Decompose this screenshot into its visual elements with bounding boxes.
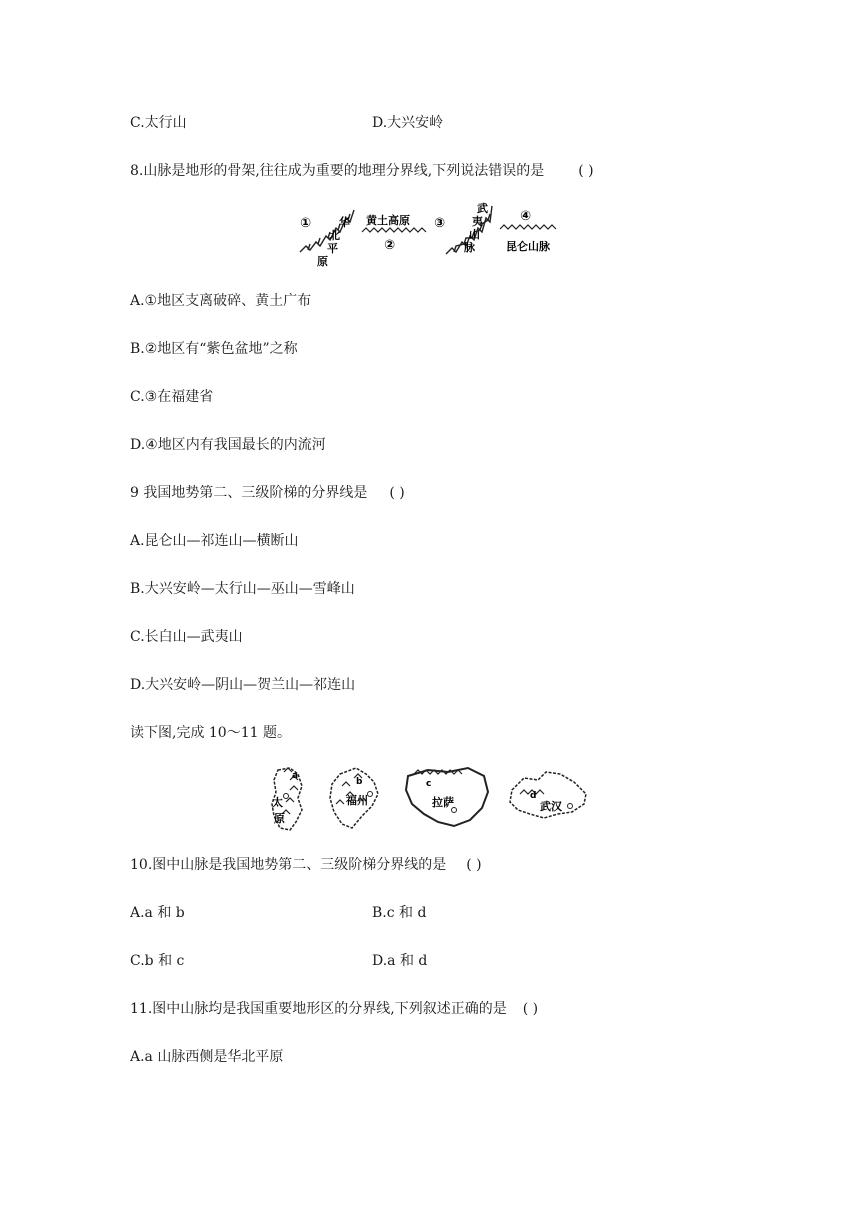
mountain-range-2-icon [362,228,426,232]
map1-city-1: 太 [272,796,283,809]
map3-letter-c: c [426,779,432,789]
q9-option-a: A.昆仑山—祁连山—横断山 [130,533,299,549]
q8-figure [296,198,568,274]
label-wuyi-1: 武 [477,202,488,215]
q8-stem-text: 8.山脉是地形的骨架,往往成为重要的地理分界线,下列说法错误的是 [130,163,545,179]
map4-letter-d: d [530,791,537,801]
q9-option-c: C.长白山—武夷山 [130,629,243,645]
q10-option-c: C.b 和 c [130,953,185,969]
map4-city: 武汉 [540,800,562,813]
label-circle-4: ④ [520,209,532,224]
map2-city: 福州 [346,794,368,807]
label-wuyi-3: 山 [469,228,480,241]
q10-option-a: A.a 和 b [130,905,185,921]
label-huabei-2: 北 [329,229,340,242]
q10-stem [130,856,482,874]
q8-option-a: A.①地区支离破碎、黄土广布 [130,293,312,309]
q10-stem-text: 10.图中山脉是我国地势第二、三级阶梯分界线的是 [130,857,447,873]
map3-city: 拉萨 [432,796,454,809]
q8-option-c: C.③在福建省 [130,389,214,405]
label-huabei-1: 华 [339,216,350,229]
label-huabei-3: 平 [327,242,338,255]
label-wuyi-4: 脉 [464,241,475,254]
q11-option-a: A.a 山脉西侧是华北平原 [130,1049,284,1065]
label-huangtu-gaoyuan: 黄土高原 [366,214,410,227]
label-circle-3: ③ [434,216,446,231]
q9-option-d: D.大兴安岭—阴山—贺兰山—祁连山 [130,677,356,693]
q11-stem-text: 11.图中山脉均是我国重要地形区的分界线,下列叙述正确的是 [130,1001,507,1017]
map1-letter-a: a [292,771,299,781]
q10-option-b: B.c 和 d [372,905,427,921]
province-maps [268,764,592,838]
q8-answer-bracket: ( ) [578,163,594,179]
q9-stem [130,484,405,502]
label-kunlun-shanmai: 昆仑山脉 [506,240,550,253]
q11-stem [130,1000,538,1018]
q9-stem-text: 9 我国地势第二、三级阶梯的分界线是 [130,485,368,501]
q11-answer-bracket: ( ) [522,1001,539,1017]
label-huabei-4: 原 [317,255,328,268]
q9-answer-bracket: ( ) [389,485,405,501]
label-wuyi-2: 夷 [472,215,483,228]
q7-option-c: C.太行山 [130,115,187,131]
map4-city-marker-icon [568,804,573,809]
q9-option-b: B.大兴安岭—太行山—巫山—雪峰山 [130,581,355,597]
province-maps-figure [268,764,592,834]
q8-option-b: B.②地区有“紫色盆地”之称 [130,341,298,357]
q8-stem [130,162,594,180]
q10-answer-bracket: ( ) [466,857,482,873]
map3-city-marker-icon [452,808,457,813]
map2-city-marker-icon [368,792,373,797]
mountain-range-4-icon [500,225,556,229]
map2-letter-b: b [356,777,363,787]
label-circle-2: ② [384,238,396,253]
q10-option-d: D.a 和 d [372,953,428,969]
q8-option-d: D.④地区内有我国最长的内流河 [130,437,326,453]
map1-city-marker-icon [284,794,289,799]
reading-intro: 读下图,完成 10～11 题。 [130,725,291,741]
q7-option-d: D.大兴安岭 [372,115,444,131]
q8-mountain-figure [296,198,568,270]
label-circle-1: ① [300,216,312,231]
map1-city-2: 原 [274,812,285,825]
